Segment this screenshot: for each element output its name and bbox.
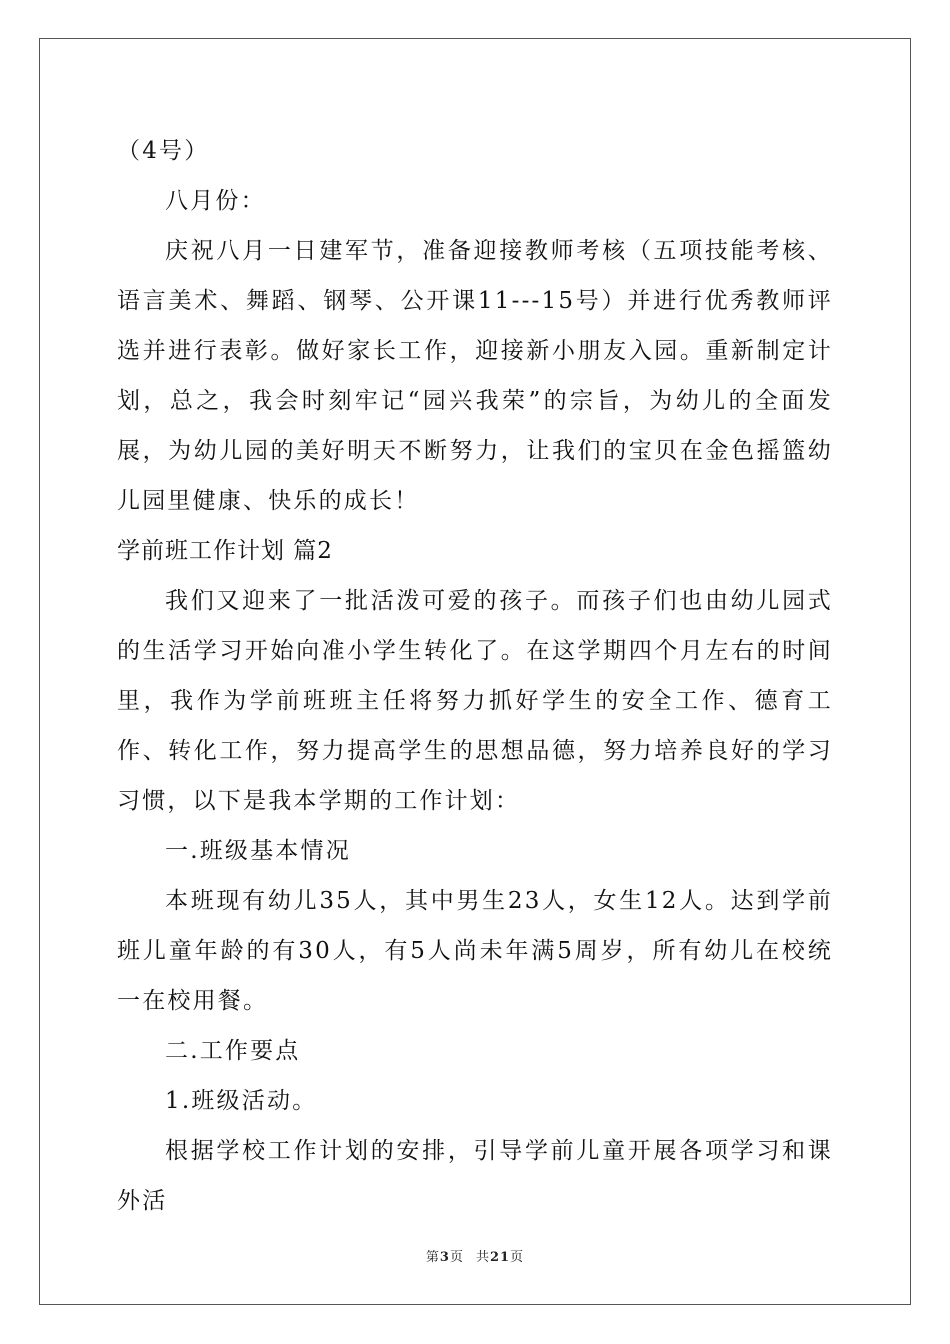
footer-total-prefix: 共	[475, 1250, 490, 1265]
paragraph-7: 本班现有幼儿35人，其中男生23人，女生12人。达到学前班儿童年龄的有30人，有5人尚未年满5周岁，所有幼儿在校统一在校用餐。	[117, 888, 833, 1014]
document-body	[117, 126, 833, 1226]
subheading-class-info: 一.班级基本情况	[165, 838, 351, 864]
footer-total-suffix: 页	[510, 1250, 525, 1265]
paragraph-3: 庆祝八月一日建军节，准备迎接教师考核（五项技能考核、语言美术、舞蹈、钢琴、公开课11---15号）并进行优秀教师评选并进行表彰。做好家长工作，迎接新小朋友入园。重新制定计划，总之，我会时刻牢记“园兴我荣”的宗旨，为幼儿的全面发展，为幼儿园的美好明天不断努力，让我们的宝贝在金色摇篮幼儿园里健康、快乐的成长！	[117, 238, 833, 514]
footer-page-prefix: 第	[425, 1250, 440, 1265]
subheading-class-activities: 1.班级活动。	[165, 1088, 318, 1114]
footer-total-pages: 21	[489, 1250, 511, 1265]
paragraph-10: 根据学校工作计划的安排，引导学前儿童开展各项学习和课外活	[117, 1138, 833, 1214]
section-heading: 学前班工作计划 篇2	[117, 538, 333, 564]
paragraph-1: （4号）	[117, 138, 210, 164]
footer-page-number: 3	[439, 1250, 450, 1265]
page-footer	[0, 1246, 950, 1265]
paragraph-2: 八月份：	[165, 188, 266, 214]
subheading-work-points: 二.工作要点	[165, 1038, 301, 1064]
footer-page-suffix: 页	[449, 1250, 464, 1265]
paragraph-5: 我们又迎来了一批活泼可爱的孩子。而孩子们也由幼儿园式的生活学习开始向准小学生转化了。在这学期四个月左右的时间里，我作为学前班班主任将努力抓好学生的安全工作、德育工作、转化工作，努力提高学生的思想品德，努力培养良好的学习习惯，以下是我本学期的工作计划：	[117, 588, 833, 814]
